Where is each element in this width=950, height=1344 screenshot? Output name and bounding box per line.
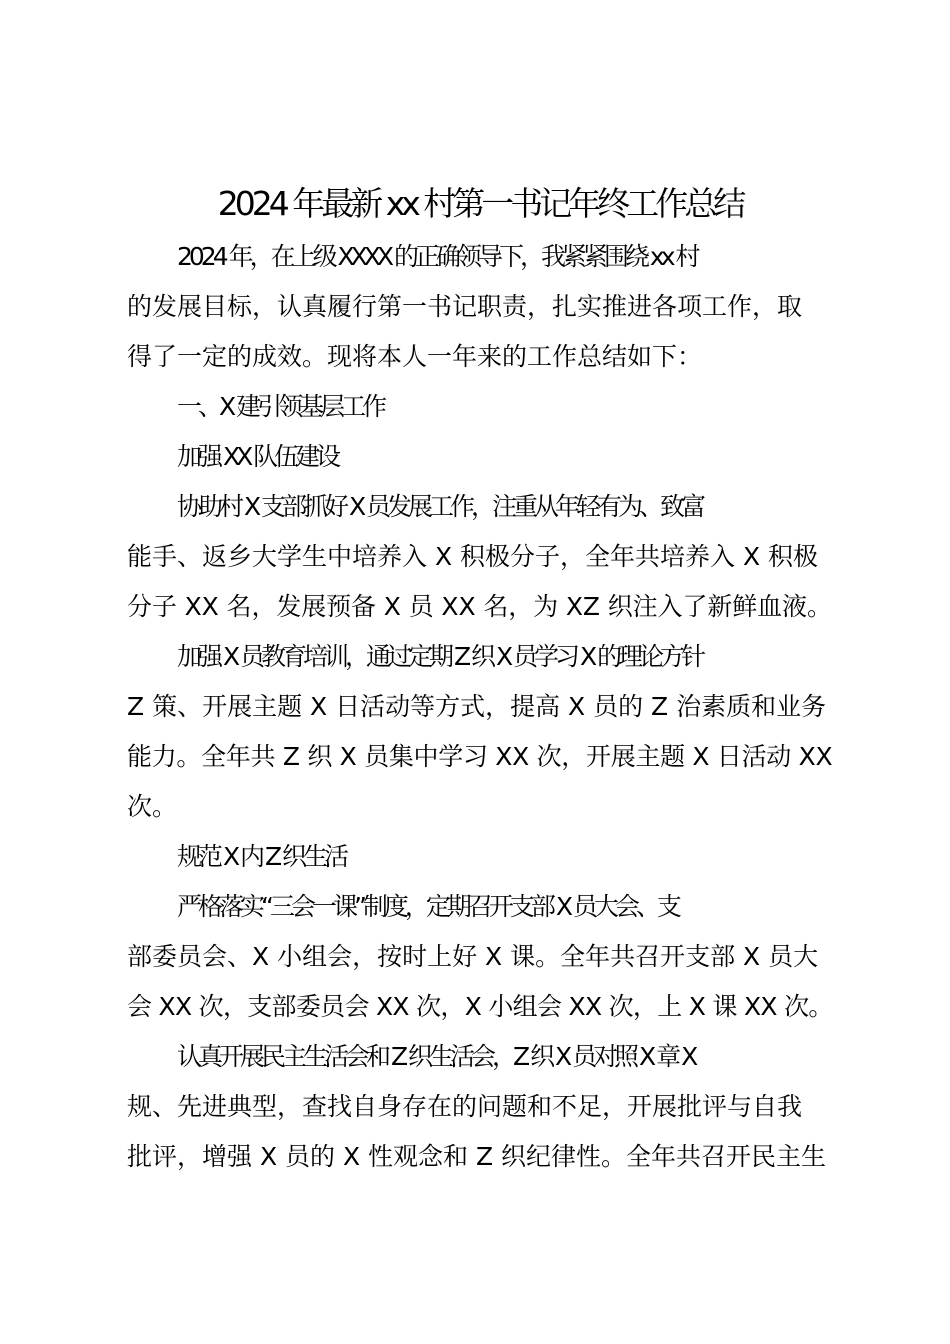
text-line: 批评，增强 X 员的 X 性观念和 Z 织纪律性。全年共召开民主生 [127,1142,827,1171]
paragraph [127,882,833,1032]
text-line: Z 策、开展主题 X 日活动等方式，提高 X 员的 Z 治素质和业务 [127,692,827,721]
document-title: 2024 年最新 xx 村第一书记年终工作总结 [217,184,743,223]
paragraph [127,1032,833,1182]
text-line: 加强 X 员教育培训，通过定期 Z 织 X 员学习 X 的理论方针 [177,642,703,671]
subsection-heading: 规范 X 内 Z 织生活 [177,842,346,871]
text-line: 严格落实“三会一课”制度，定期召开支部 X 员大会、支 [177,892,678,921]
paragraph [127,632,833,832]
text-line: 2024 年，在上级 XXXX 的正确领导下，我紧紧围绕 xx 村 [177,242,697,271]
text-line: 分子 XX 名，发展预备 X 员 XX 名，为 XZ 织注入了新鲜血液。 [127,592,832,621]
text-line: 能手、返乡大学生中培养入 X 积极分子，全年共培养入 X 积极 [127,542,819,571]
paragraph [127,482,833,632]
subsection-heading: 加强 XX 队伍建设 [177,442,338,471]
paragraph-intro [127,232,833,382]
text-line: 规、先进典型，查找自身存在的问题和不足，开展批评与自我 [127,1092,803,1121]
text-line: 会 XX 次，支部委员会 XX 次，X 小组会 XX 次，上 X 课 XX 次。 [127,992,833,1021]
text-line: 协助村 X 支部抓好 X 员发展工作，注重从年轻有为、致富 [177,492,703,521]
section-heading: 一、X 建引领基层工作 [177,392,384,421]
text-line: 能力。全年共 Z 织 X 员集中学习 XX 次，开展主题 X 日活动 XX [127,742,833,771]
document-body [127,232,833,1182]
text-line: 认真开展民主生活会和 Z 织生活会，Z 织 X 员对照 X 章 X [177,1042,695,1071]
text-line: 的发展目标，认真履行第一书记职责，扎实推进各项工作，取 [127,292,803,321]
text-line: 得了一定的成效。现将本人一年来的工作总结如下： [127,342,703,371]
text-line: 次。 [127,792,178,821]
text-line: 部委员会、X 小组会，按时上好 X 课。全年共召开支部 X 员大 [127,942,819,971]
